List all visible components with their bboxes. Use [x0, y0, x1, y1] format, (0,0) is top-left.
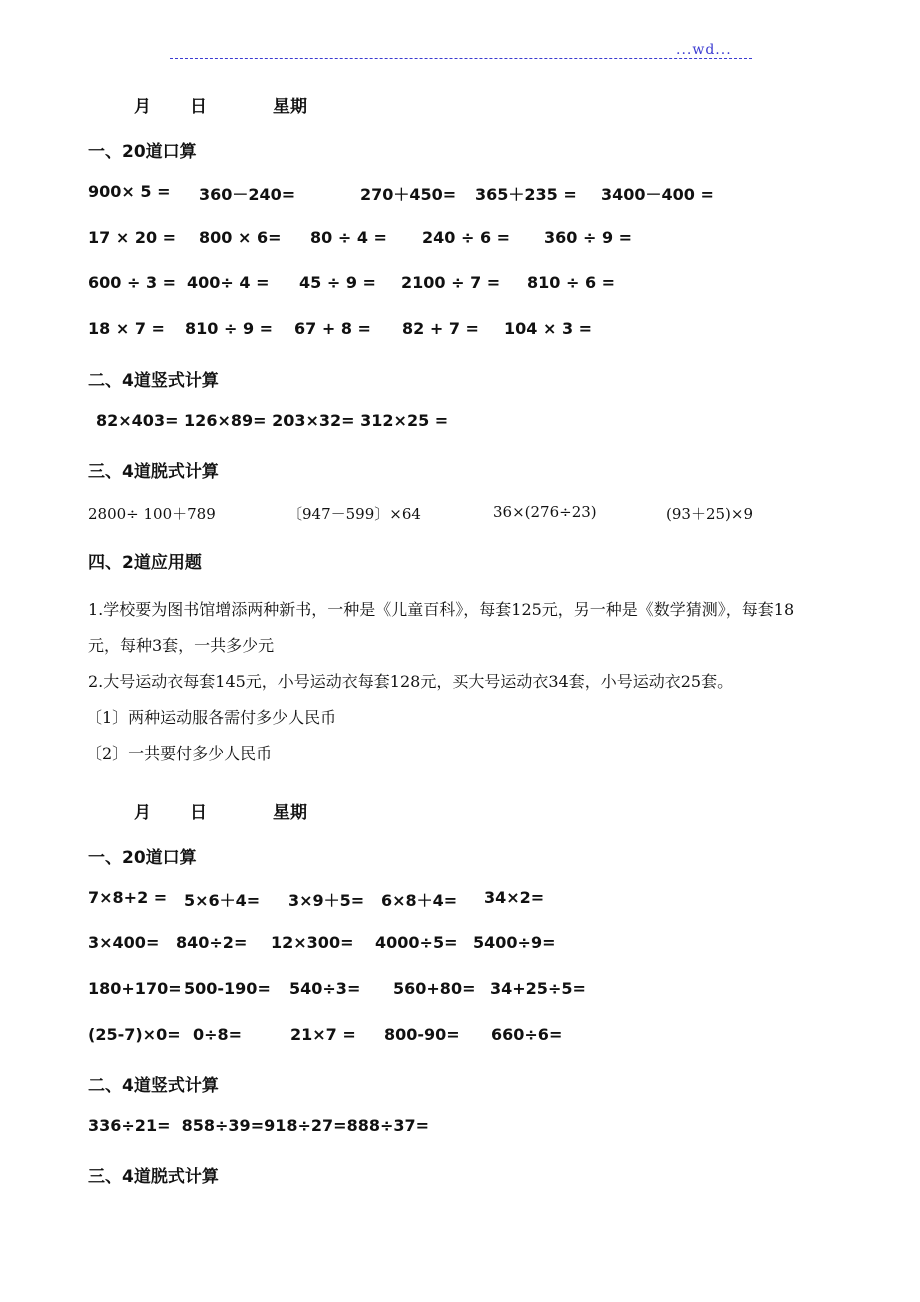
- oral-item: 810 ÷ 9 =: [185, 319, 274, 338]
- oral-row: [0, 979, 920, 1005]
- date-month: 月: [134, 803, 151, 823]
- oral-item: 6×8＋4=: [381, 891, 458, 910]
- oral-item: 840÷2=: [176, 933, 248, 952]
- date-day: 日: [190, 803, 207, 823]
- heading-step-calculation: 三、4道脱式计算: [88, 1167, 219, 1187]
- date-weekday: 星期: [273, 97, 307, 117]
- oral-row: [0, 933, 920, 959]
- oral-item: 240 ÷ 6 =: [422, 228, 511, 247]
- oral-item: 3400－400 =: [601, 185, 714, 204]
- oral-item: 7×8+2 =: [88, 888, 168, 907]
- oral-row: [0, 1025, 920, 1051]
- oral-item: 600 ÷ 3 =: [88, 273, 177, 292]
- heading-step-calculation: 三、4道脱式计算: [88, 462, 219, 482]
- oral-item: 34×2=: [484, 888, 545, 907]
- oral-item: 2100 ÷ 7 =: [401, 273, 501, 292]
- step-item: 〔947－599〕×64: [287, 505, 421, 523]
- oral-item: 810 ÷ 6 =: [527, 273, 616, 292]
- oral-item: 180+170=: [88, 979, 182, 998]
- oral-item: 900× 5 =: [88, 182, 171, 201]
- header-mark: ...wd...: [676, 42, 732, 58]
- sub-question-1: 〔1〕两种运动服各需付多少人民币: [86, 708, 337, 727]
- oral-item: 360－240=: [199, 185, 296, 204]
- oral-item: 3×9＋5=: [288, 891, 365, 910]
- oral-item: 80 ÷ 4 =: [310, 228, 387, 247]
- oral-item: 800-90=: [384, 1025, 460, 1044]
- oral-item: 67 + 8 =: [294, 319, 371, 338]
- oral-row: [0, 273, 920, 299]
- oral-item: 360 ÷ 9 =: [544, 228, 633, 247]
- vertical-calc-line: 336÷21= 858÷39=918÷27=888÷37=: [88, 1116, 430, 1135]
- oral-item: 540÷3=: [289, 979, 361, 998]
- oral-item: 104 × 3 =: [504, 319, 593, 338]
- oral-item: 4000÷5=: [375, 933, 458, 952]
- heading-vertical-calculation: 二、4道竖式计算: [88, 1076, 219, 1096]
- step-item: 2800÷ 100＋789: [88, 505, 216, 523]
- step-calc-row: [0, 503, 920, 529]
- date-row: [0, 92, 920, 120]
- date-day: 日: [190, 97, 207, 117]
- oral-item: 5400÷9=: [473, 933, 556, 952]
- oral-item: (25-7)×0=: [88, 1025, 181, 1044]
- oral-item: 17 × 20 =: [88, 228, 177, 247]
- oral-item: 12×300=: [271, 933, 354, 952]
- step-item: 36×(276÷23): [493, 503, 597, 521]
- oral-item: 45 ÷ 9 =: [299, 273, 376, 292]
- heading-oral-calculation: 一、20道口算: [88, 848, 197, 868]
- oral-item: 3×400=: [88, 933, 160, 952]
- oral-item: 5×6＋4=: [184, 891, 261, 910]
- oral-item: 82 + 7 =: [402, 319, 479, 338]
- header-dashed-line: [170, 58, 752, 59]
- oral-item: 400÷ 4 =: [187, 273, 270, 292]
- word-problem-1: 1.学校要为图书馆增添两种新书，一种是《儿童百科》，每套125元，另一种是《数学猜测》，每套18元，每种3套，一共多少元: [88, 600, 795, 655]
- vertical-calc-line: 82×403= 126×89= 203×32= 312×25 =: [96, 411, 449, 430]
- step-item: (93＋25)×9: [666, 505, 753, 523]
- oral-item: 34+25÷5=: [490, 979, 586, 998]
- oral-row: [0, 228, 920, 254]
- oral-item: 0÷8=: [193, 1025, 243, 1044]
- oral-item: 18 × 7 =: [88, 319, 165, 338]
- oral-item: 500-190=: [184, 979, 271, 998]
- oral-item: 270＋450=: [360, 185, 457, 204]
- heading-oral-calculation: 一、20道口算: [88, 142, 197, 162]
- heading-word-problems: 四、2道应用题: [88, 553, 202, 573]
- date-weekday: 星期: [273, 803, 307, 823]
- oral-item: 560+80=: [393, 979, 476, 998]
- oral-row: [0, 319, 920, 345]
- sub-question-2: 〔2〕一共要付多少人民币: [86, 744, 273, 763]
- oral-item: 800 × 6=: [199, 228, 282, 247]
- date-month: 月: [134, 97, 151, 117]
- oral-item: 365＋235 =: [475, 185, 577, 204]
- oral-item: 660÷6=: [491, 1025, 563, 1044]
- oral-row: [0, 888, 920, 914]
- heading-vertical-calculation: 二、4道竖式计算: [88, 371, 219, 391]
- word-problem-2: 2.大号运动衣每套145元，小号运动衣每套128元，买大号运动衣34套，小号运动衣25套。: [88, 672, 734, 691]
- oral-item: 21×7 =: [290, 1025, 356, 1044]
- vertical-calc-row: [0, 1116, 920, 1142]
- date-row: [0, 798, 920, 826]
- vertical-calc-row: [0, 411, 920, 437]
- oral-row: [0, 182, 920, 208]
